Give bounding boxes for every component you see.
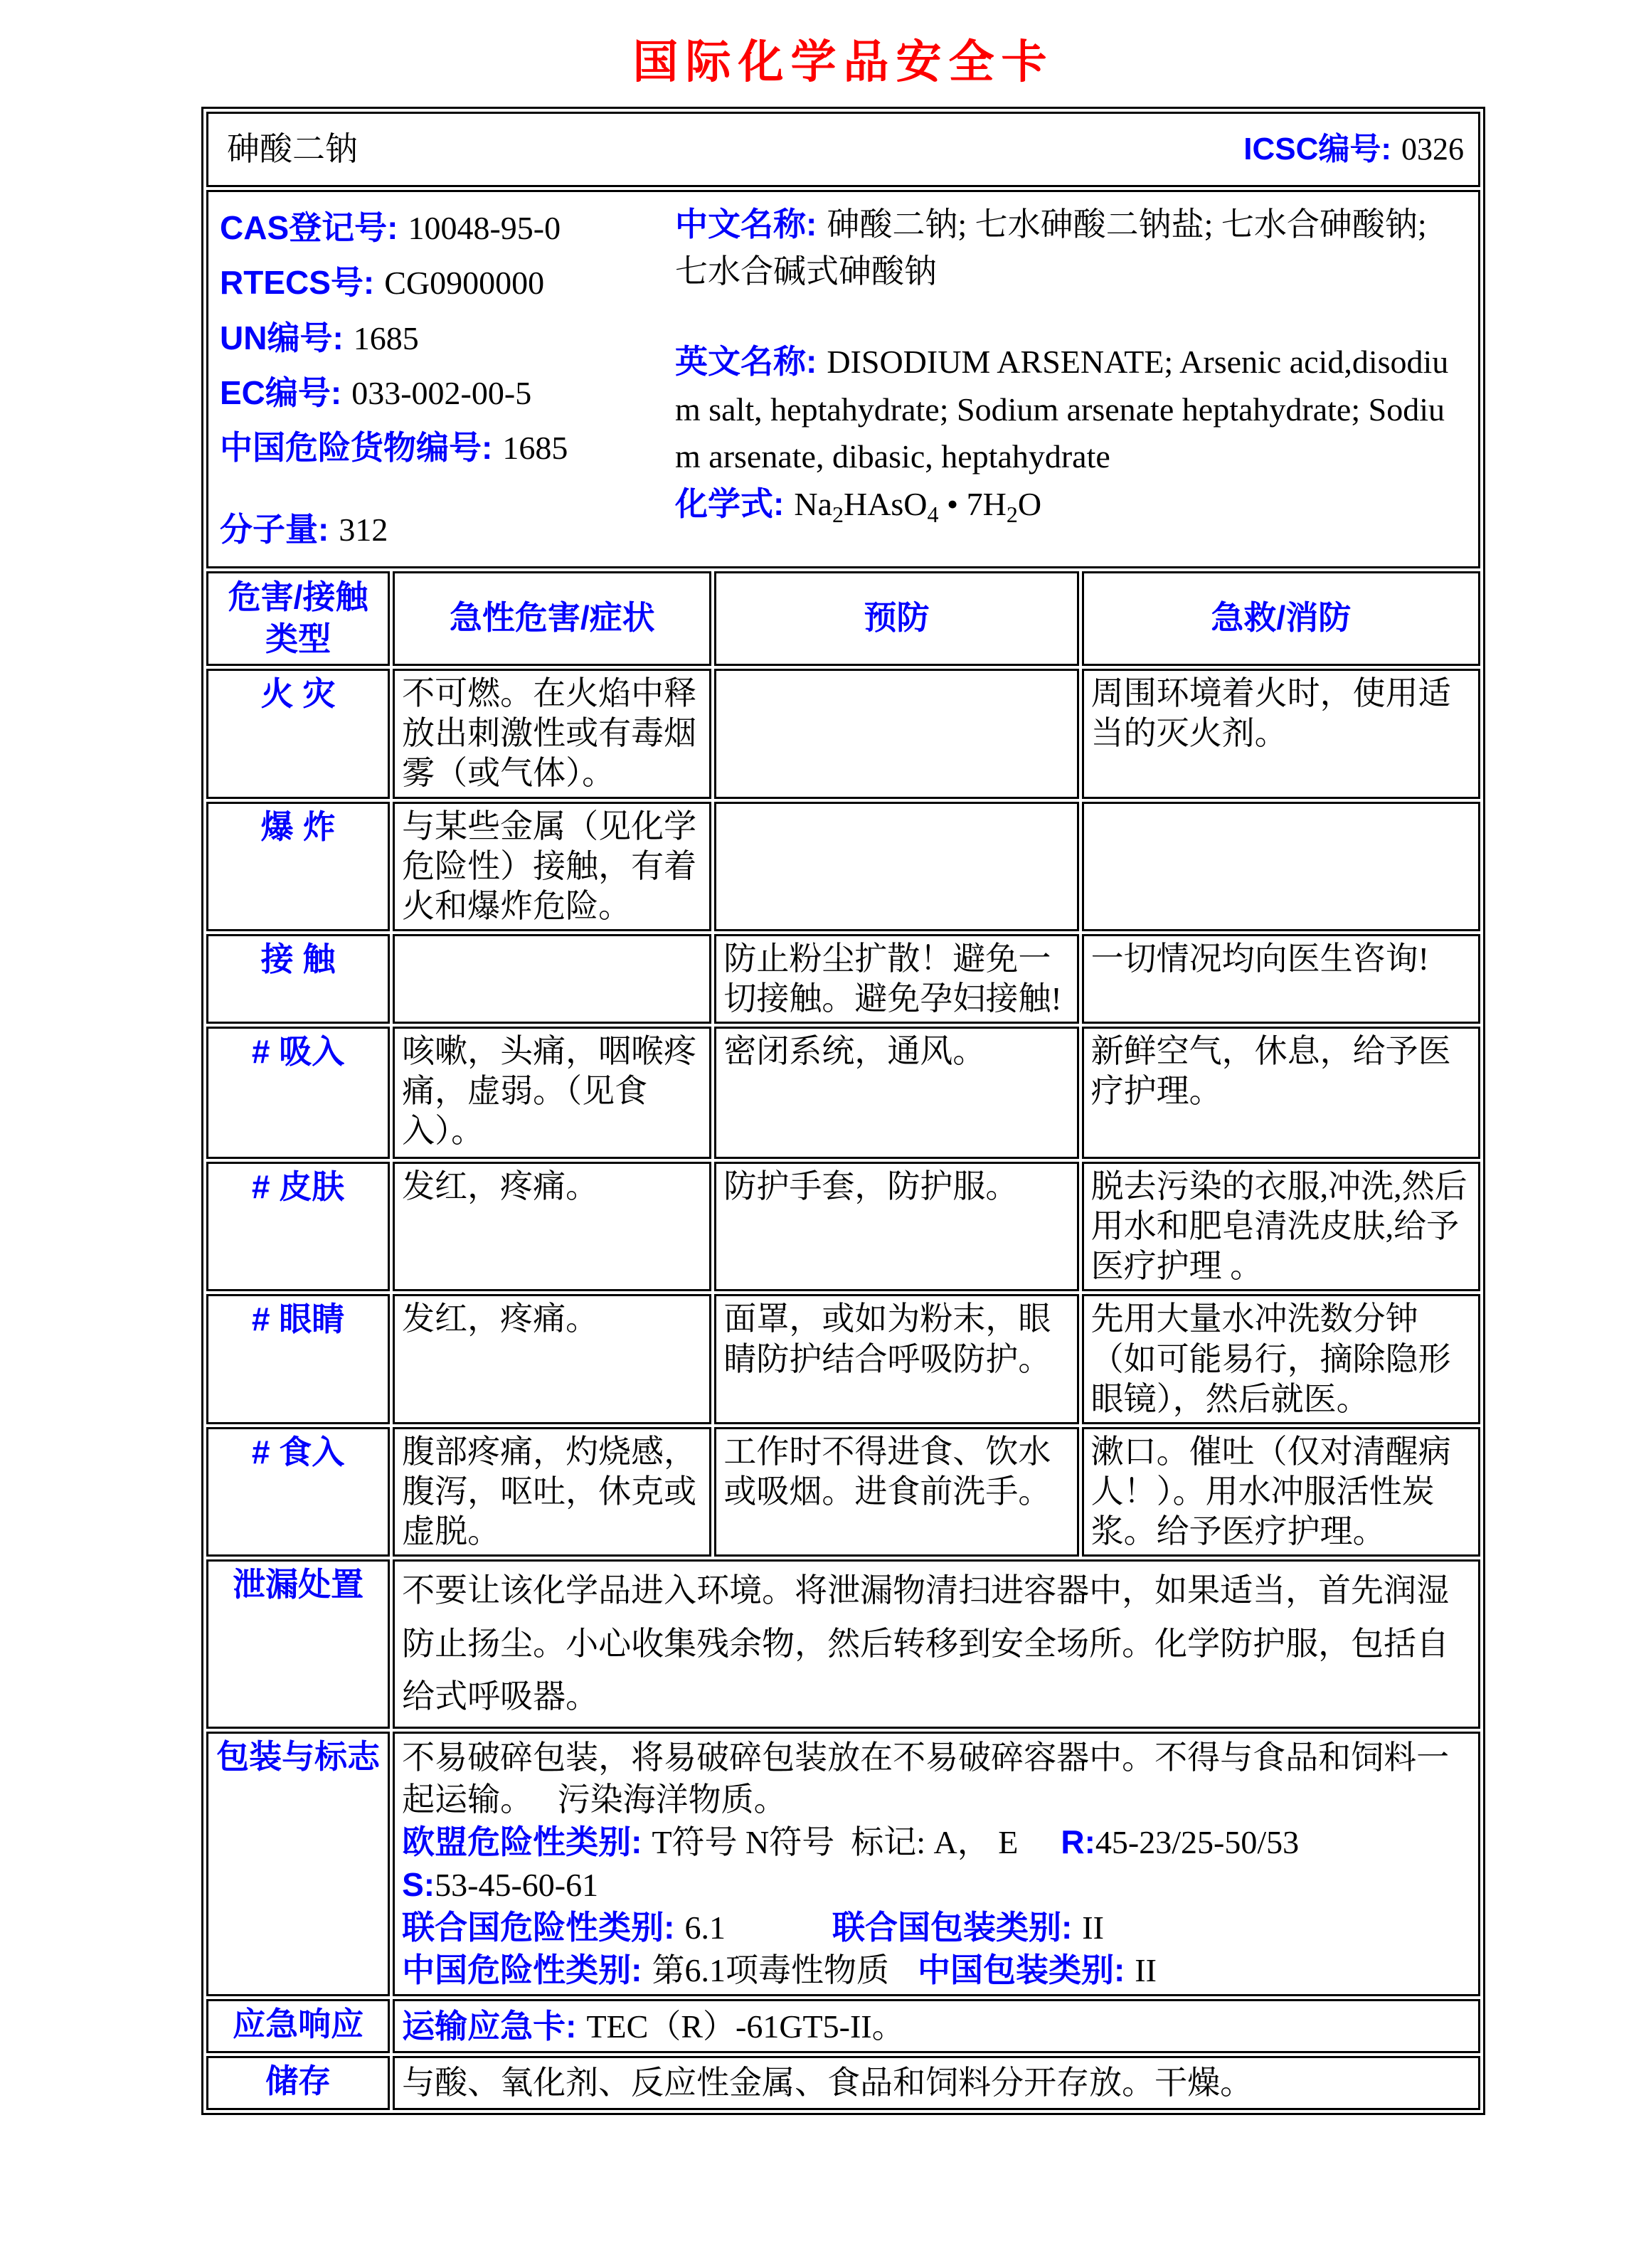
hazard-row-eyes: [206, 1294, 1480, 1424]
inhalation-firstaid: 新鲜空气，休息，给予医疗护理。: [1082, 1027, 1480, 1159]
icsc-number: [1243, 130, 1464, 169]
cn-hazard-class-value: 第6.1项毒性物质: [652, 1951, 889, 1988]
explosion-prevention: [714, 802, 1078, 931]
packaging-label: 包装与标志: [206, 1732, 390, 1997]
page-title: 国际化学品安全卡: [632, 37, 1054, 88]
storage-row: [206, 2056, 1480, 2110]
contact-symptoms: [393, 934, 711, 1024]
inhalation-prevention: 密闭系统，通风。: [714, 1027, 1078, 1159]
transport-emergency-card-label: 运输应急卡:: [402, 2007, 577, 2045]
hazard-header-row: [206, 571, 1480, 667]
eu-hazard-class-label: 欧盟危险性类别:: [402, 1823, 642, 1861]
fire-symptoms: 不可燃。在火焰中释放出刺激性或有毒烟雾（或气体）。: [393, 669, 711, 798]
eu-hazard-class-line: [402, 1821, 1471, 1864]
spill-label: 泄漏处置: [206, 1559, 390, 1729]
cn-pack-group-label: 中国包装类别:: [917, 1951, 1125, 1988]
ingestion-label: # 食入: [206, 1427, 390, 1557]
molecular-weight: 分子量: 312: [220, 511, 388, 549]
emergency-label: 应急响应: [206, 1999, 390, 2053]
english-name: 英文名称: DISODIUM ARSENATE; Arsenic acid,disodium salt, heptahydrate; Sodium arsenate heptahydrate; Sodium arsenate, dibasic, heptahydrate: [675, 343, 1449, 475]
inhalation-label: # 吸入: [206, 1027, 390, 1159]
chinese-name: 中文名称: 砷酸二钠; 七水砷酸二钠盐; 七水合砷酸钠; 七水合碱式砷酸钠: [675, 206, 1427, 290]
eyes-symptoms: 发红，疼痛。: [393, 1294, 711, 1424]
name-row: [206, 112, 1480, 187]
hazard-row-contact: [206, 934, 1480, 1024]
skin-symptoms: 发红，疼痛。: [393, 1162, 711, 1291]
storage-label: 储存: [206, 2056, 390, 2110]
contact-label: 接 触: [206, 934, 390, 1024]
header-hazard-type: 危害/接触类型: [206, 571, 390, 667]
packaging-general-text: 不易破碎包装，将易破碎包装放在不易破碎容器中。不得与食品和饲料一起运输。 污染海洋物质。: [402, 1739, 1450, 1818]
fire-prevention: [714, 669, 1078, 798]
un-hazard-class-label: 联合国危险性类别:: [402, 1908, 675, 1946]
icsc-card: [201, 107, 1485, 2115]
ingestion-prevention: 工作时不得进食、饮水或吸烟。进食前洗手。: [714, 1427, 1078, 1557]
chemical-formula: 化学式: $Na_2HAsO_4$ • $7H_2O$: [675, 485, 1042, 528]
ingestion-symptoms: 腹部疼痛，灼烧感，腹泻，呕吐，休克或虚脱。: [393, 1427, 711, 1557]
hazard-row-fire: [206, 669, 1480, 798]
cn-hazard-class-label: 中国危险性类别:: [402, 1951, 642, 1988]
un-class-line: [402, 1907, 1471, 1949]
contact-prevention: 防止粉尘扩散！避免一切接触。避免孕妇接触!: [714, 934, 1078, 1024]
rtecs-number: RTECS号: CG0900000: [220, 264, 545, 302]
s-phrases-label: S:: [402, 1865, 435, 1903]
packaging-row: [206, 1732, 1480, 1997]
hazard-row-explosion: [206, 802, 1480, 931]
un-pack-group-value: II: [1082, 1909, 1104, 1946]
inhalation-symptoms: 咳嗽，头痛，咽喉疼痛，虚弱。（见食入）。: [393, 1027, 711, 1159]
header-prevention: 预防: [714, 571, 1078, 667]
icsc-number-label: ICSC编号:: [1243, 132, 1391, 167]
fire-firstaid: 周围环境着火时，使用适当的灭火剂。: [1082, 669, 1480, 798]
r-phrases-value: 45-23/25-50/53: [1095, 1824, 1300, 1861]
substance-name: 砷酸二钠: [227, 130, 358, 167]
icsc-number-value: 0326: [1401, 132, 1464, 167]
eyes-prevention: 面罩，或如为粉末，眼睛防护结合呼吸防护。: [714, 1294, 1078, 1424]
hazard-row-skin: [206, 1162, 1480, 1291]
skin-prevention: 防护手套，防护服。: [714, 1162, 1078, 1291]
cn-class-line: [402, 1949, 1471, 1992]
explosion-firstaid: [1082, 802, 1480, 931]
cn-pack-group-value: II: [1135, 1951, 1157, 1988]
china-dangerous-goods-number: 中国危险货物编号: 1685: [220, 429, 568, 467]
un-pack-group-label: 联合国包装类别:: [832, 1908, 1073, 1946]
cas-number: CAS登记号: 10048-95-0: [220, 209, 561, 246]
s-phrases-line: [402, 1864, 1471, 1907]
ec-number: EC编号: 033-002-00-5: [220, 373, 532, 411]
identifier-list: [220, 201, 675, 558]
un-number: UN编号: 1685: [220, 319, 419, 356]
ingestion-firstaid: 漱口。催吐（仅对清醒病人！）。用水冲服活性炭浆。给予医疗护理。: [1082, 1427, 1480, 1557]
names-block: [675, 201, 1471, 558]
explosion-symptoms: 与某些金属（见化学危险性）接触，有着火和爆炸危险。: [393, 802, 711, 931]
explosion-label: 爆 炸: [206, 802, 390, 931]
emergency-row: [206, 1999, 1480, 2053]
r-phrases-label: R:: [1061, 1823, 1095, 1861]
hazard-row-inhalation: [206, 1027, 1480, 1159]
eyes-firstaid: 先用大量水冲洗数分钟（如可能易行，摘除隐形眼镜），然后就医。: [1082, 1294, 1480, 1424]
hazard-row-ingestion: [206, 1427, 1480, 1557]
spill-text: 不要让该化学品进入环境。将泄漏物清扫进容器中，如果适当，首先润湿防止扬尘。小心收集残余物，然后转移到安全场所。化学防护服，包括自给式呼吸器。: [402, 1572, 1450, 1715]
icsc-table: [201, 107, 1485, 2115]
skin-firstaid: 脱去污染的衣服,冲洗,然后用水和肥皂清洗皮肤,给予医疗护理 。: [1082, 1162, 1480, 1291]
info-row: [206, 190, 1480, 568]
header-symptoms: 急性危害/症状: [393, 571, 711, 667]
contact-firstaid: 一切情况均向医生咨询!: [1082, 934, 1480, 1024]
skin-label: # 皮肤: [206, 1162, 390, 1291]
spill-row: [206, 1559, 1480, 1729]
eyes-label: # 眼睛: [206, 1294, 390, 1424]
storage-text: 与酸、氧化剂、反应性金属、食品和饲料分开存放。干燥。: [402, 2065, 1253, 2102]
eu-hazard-class-value: T符号 N符号 标记: A， E: [652, 1824, 1019, 1861]
un-hazard-class-value: 6.1: [684, 1909, 726, 1946]
transport-emergency-card-value: TEC（R）-61GT5-II。: [586, 2008, 905, 2045]
header-firstaid: 急救/消防: [1082, 571, 1480, 667]
s-phrases-value: 53-45-60-61: [435, 1866, 599, 1903]
fire-label: 火 灾: [206, 669, 390, 798]
